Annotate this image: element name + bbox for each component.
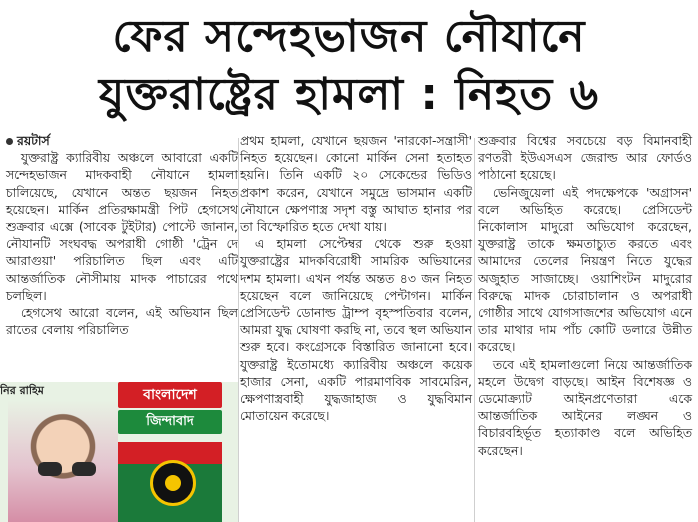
slogan-badge-2: জিন্দাবাদ — [118, 410, 222, 434]
headline-line-2: যুক্তরাষ্ট্রের হামলা : নিহত ৬ — [98, 69, 600, 120]
paragraph: প্রথম হামলা, যেখানে ছয়জন 'নারকো-সন্ত্রাসী' নিহত হয়েছেন। কোনো মার্কিন সেনা হতাহত হয়নি। তিনি একটি ২০ সেকেন্ডের ভিডিও প্রকাশ করেন, যেখানে সমুদ্রে ভাসমান একটি নৌযানে ক্ষেপণাস্ত্র সদৃশ বস্তু আঘাত হানার পর তা বিস্ফোরিত হতে দেখা যায়। — [240, 133, 472, 235]
bullet-icon — [6, 138, 13, 145]
paragraph: তবে এই হামলাগুলো নিয়ে আন্তর্জাতিক মহলে উদ্বেগ বাড়ছে। আইন বিশেষজ্ঞ ও ডেমোক্র্যাট আইনপ্রণেতারা একে আন্তর্জাতিক আইনের লঙ্ঘন ও বিচারবহির্ভূত হত্যাকাণ্ড বলে অভিহিত করেছেন। — [478, 356, 692, 458]
party-flag-icon — [118, 442, 222, 522]
ad-name: নির রাহিম — [0, 384, 44, 397]
emblem-icon — [150, 460, 196, 506]
sunglasses-icon — [38, 462, 96, 476]
source-credit — [6, 132, 238, 149]
article-column-3 — [478, 132, 692, 459]
column-divider — [474, 138, 475, 522]
portrait-image — [8, 400, 118, 522]
paragraph: ভেনিজুয়েলা এই পদক্ষেপকে 'অগ্রাসন' বলে অভিহিত করেছে। প্রেসিডেন্ট নিকোলাস মাদুরো অভিযোগ করেছেন, যুক্তরাষ্ট্র তাকে ক্ষমতাচ্যুত করতে এবং আমাদের তেলের নিয়ন্ত্রণ নিতে যুদ্ধের অজুহাত সাজাচ্ছে। ওয়াশিংটন মাদুরোর বিরুদ্ধে মাদক চোরাচালান ও অপরাধী গোষ্ঠীর সাথে যোগসাজশের অভিযোগ এনে তার মাথার দাম পাঁচ কোটি ডলারে উন্নীত করেছে। — [478, 184, 692, 355]
column-divider — [238, 138, 239, 522]
paragraph: শুক্রবার বিশ্বের সবচেয়ে বড় বিমানবাহী রণতরী ইউএসএস জেরাল্ড আর ফোর্ডও পাঠানো হয়েছে। — [478, 133, 692, 183]
headline — [0, 0, 698, 130]
paragraph: হেগসেথ আরো বলেন, এই অভিযান ছিল রাতের বেলায় পরিচালিত — [6, 305, 238, 338]
article-column-2 — [240, 132, 472, 424]
paragraph: যুক্তরাষ্ট্র ক্যারিবীয় অঞ্চলে আবারো একটি সন্দেহভাজন মাদকবাহী নৌযানে হামলা চালিয়েছে, যেখানে অন্তত ছয়জন নিহত হয়েছেন। মার্কিন প্রতিরক্ষামন্ত্রী পিট হেগসেথ শুক্রবার এক্সে (সাবেক টুইটার) পোস্টে জানান, নৌযানটি সংঘবদ্ধ অপরাধী গোষ্ঠী 'ট্রেন দে আরাগুয়া' পরিচালিত ছিল এবং এটি আন্তর্জাতিক নৌসীমায় মাদক পাচারের পথে চলছিল। — [6, 150, 238, 303]
slogan-badge-1: বাংলাদেশ — [118, 382, 222, 408]
headline-line-1: ফের সন্দেহভাজন নৌযানে — [112, 11, 586, 62]
paragraph: এ হামলা সেপ্টেম্বর থেকে শুরু হওয়া যুক্তরাষ্ট্রের মাদকবিরোধী সামরিক অভিযানের দশম হামলা। এখন পর্যন্ত অন্তত ৪৩ জন নিহত হয়েছেন বলে জানিয়েছে পেন্টাগন। মার্কিন প্রেসিডেন্ট ডোনাল্ড ট্রাম্প বৃহস্পতিবার বলেন, আমরা যুদ্ধ ঘোষণা করছি না, তবে স্থল অভিযান শুরু হবে। কংগ্রেসকে বিস্তারিত জানানো হবে। যুক্তরাষ্ট্র ইতোমধ্যে ক্যারিবীয় অঞ্চলে কয়েক হাজার সেনা, একটি পারমাণবিক সাবমেরিন, ক্ষেপণাস্ত্রবাহী যুদ্ধজাহাজ ও যুদ্ধবিমান মোতায়েন করেছে। — [240, 236, 472, 424]
source-label: রয়টার্স — [17, 133, 50, 148]
article-column-1 — [6, 132, 238, 338]
advertisement — [0, 382, 238, 522]
